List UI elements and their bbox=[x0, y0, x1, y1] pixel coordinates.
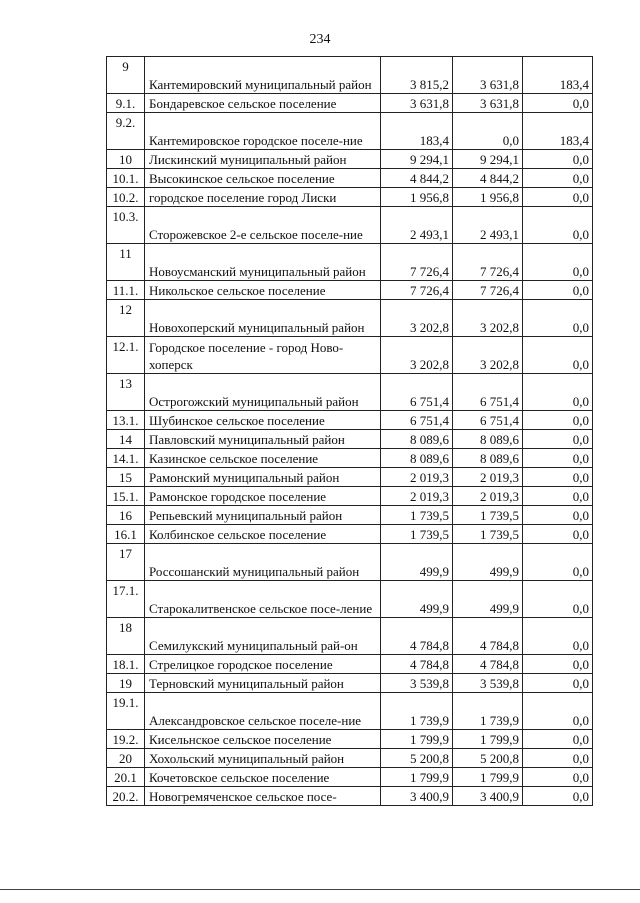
value-total-cell: 183,4 bbox=[381, 113, 453, 150]
page-bottom-rule bbox=[0, 889, 640, 890]
value-second-cell: 499,9 bbox=[453, 581, 523, 618]
value-total-cell: 499,9 bbox=[381, 544, 453, 581]
value-second-cell: 3 631,8 bbox=[453, 57, 523, 94]
table-row bbox=[107, 449, 593, 468]
table-row bbox=[107, 94, 593, 113]
value-third-cell: 0,0 bbox=[523, 244, 593, 281]
value-total-cell: 1 799,9 bbox=[381, 730, 453, 749]
value-second-cell: 7 726,4 bbox=[453, 244, 523, 281]
value-total-cell: 3 202,8 bbox=[381, 337, 453, 374]
value-third-cell: 0,0 bbox=[523, 730, 593, 749]
table-row bbox=[107, 113, 593, 150]
row-number-cell: 10.3. bbox=[107, 207, 145, 244]
table-row bbox=[107, 768, 593, 787]
row-number-cell: 10.2. bbox=[107, 188, 145, 207]
value-second-cell: 1 799,9 bbox=[453, 730, 523, 749]
row-number-cell: 16.1 bbox=[107, 525, 145, 544]
value-second-cell: 1 799,9 bbox=[453, 768, 523, 787]
row-number-cell: 13.1. bbox=[107, 411, 145, 430]
value-second-cell: 3 539,8 bbox=[453, 674, 523, 693]
value-third-cell: 0,0 bbox=[523, 487, 593, 506]
value-total-cell: 1 739,5 bbox=[381, 506, 453, 525]
row-number-cell: 17.1. bbox=[107, 581, 145, 618]
value-third-cell: 0,0 bbox=[523, 655, 593, 674]
value-total-cell: 3 539,8 bbox=[381, 674, 453, 693]
value-second-cell: 3 202,8 bbox=[453, 300, 523, 337]
value-third-cell: 0,0 bbox=[523, 544, 593, 581]
table-row bbox=[107, 618, 593, 655]
value-total-cell: 7 726,4 bbox=[381, 244, 453, 281]
row-number-cell: 9.2. bbox=[107, 113, 145, 150]
table-row bbox=[107, 787, 593, 806]
value-third-cell: 0,0 bbox=[523, 674, 593, 693]
row-number-cell: 19.1. bbox=[107, 693, 145, 730]
row-number-cell: 15.1. bbox=[107, 487, 145, 506]
table-row bbox=[107, 506, 593, 525]
row-number-cell: 15 bbox=[107, 468, 145, 487]
value-second-cell: 3 202,8 bbox=[453, 337, 523, 374]
value-total-cell: 4 784,8 bbox=[381, 655, 453, 674]
value-third-cell: 0,0 bbox=[523, 150, 593, 169]
value-second-cell: 8 089,6 bbox=[453, 430, 523, 449]
table-row bbox=[107, 169, 593, 188]
territory-name-cell: Старокалитвенское сельское посе-ление bbox=[145, 581, 381, 618]
value-total-cell: 5 200,8 bbox=[381, 749, 453, 768]
territory-name-cell: Колбинское сельское поселение bbox=[145, 525, 381, 544]
row-number-cell: 20 bbox=[107, 749, 145, 768]
value-second-cell: 2 493,1 bbox=[453, 207, 523, 244]
value-third-cell: 183,4 bbox=[523, 113, 593, 150]
value-total-cell: 2 019,3 bbox=[381, 487, 453, 506]
territory-name-cell: Кантемировский муниципальный район bbox=[145, 57, 381, 94]
table-row bbox=[107, 674, 593, 693]
territory-name-cell: Сторожевское 2-е сельское поселе-ние bbox=[145, 207, 381, 244]
territory-name-cell: Стрелицкое городское поселение bbox=[145, 655, 381, 674]
value-third-cell: 0,0 bbox=[523, 581, 593, 618]
territory-name-cell: Острогожский муниципальный район bbox=[145, 374, 381, 411]
value-third-cell: 0,0 bbox=[523, 207, 593, 244]
value-second-cell: 4 784,8 bbox=[453, 655, 523, 674]
value-total-cell: 7 726,4 bbox=[381, 281, 453, 300]
value-third-cell: 0,0 bbox=[523, 281, 593, 300]
row-number-cell: 10 bbox=[107, 150, 145, 169]
table-row bbox=[107, 244, 593, 281]
row-number-cell: 14.1. bbox=[107, 449, 145, 468]
value-second-cell: 499,9 bbox=[453, 544, 523, 581]
value-third-cell: 0,0 bbox=[523, 430, 593, 449]
table-row bbox=[107, 655, 593, 674]
territory-name-cell: городское поселение город Лиски bbox=[145, 188, 381, 207]
value-total-cell: 8 089,6 bbox=[381, 449, 453, 468]
value-third-cell: 0,0 bbox=[523, 787, 593, 806]
value-third-cell: 0,0 bbox=[523, 525, 593, 544]
value-second-cell: 3 631,8 bbox=[453, 94, 523, 113]
value-second-cell: 4 844,2 bbox=[453, 169, 523, 188]
territory-name-cell: Новоусманский муниципальный район bbox=[145, 244, 381, 281]
row-number-cell: 12 bbox=[107, 300, 145, 337]
table-row bbox=[107, 207, 593, 244]
row-number-cell: 12.1. bbox=[107, 337, 145, 374]
row-number-cell: 19.2. bbox=[107, 730, 145, 749]
territory-name-cell: Рамонский муниципальный район bbox=[145, 468, 381, 487]
value-third-cell: 0,0 bbox=[523, 749, 593, 768]
territory-name-cell: Новогремяченское сельское посе- bbox=[145, 787, 381, 806]
value-total-cell: 2 019,3 bbox=[381, 468, 453, 487]
value-second-cell: 7 726,4 bbox=[453, 281, 523, 300]
value-total-cell: 4 844,2 bbox=[381, 169, 453, 188]
territory-name-cell: Александровское сельское поселе-ние bbox=[145, 693, 381, 730]
table-row bbox=[107, 525, 593, 544]
table-row bbox=[107, 730, 593, 749]
territory-name-cell: Шубинское сельское поселение bbox=[145, 411, 381, 430]
territory-name-cell: Кисельнское сельское поселение bbox=[145, 730, 381, 749]
row-number-cell: 9 bbox=[107, 57, 145, 94]
row-number-cell: 18 bbox=[107, 618, 145, 655]
value-second-cell: 3 400,9 bbox=[453, 787, 523, 806]
table-row bbox=[107, 487, 593, 506]
row-number-cell: 16 bbox=[107, 506, 145, 525]
value-total-cell: 9 294,1 bbox=[381, 150, 453, 169]
value-total-cell: 6 751,4 bbox=[381, 411, 453, 430]
value-third-cell: 0,0 bbox=[523, 337, 593, 374]
table-body bbox=[107, 57, 593, 806]
value-second-cell: 2 019,3 bbox=[453, 468, 523, 487]
table-row bbox=[107, 300, 593, 337]
table-row bbox=[107, 411, 593, 430]
value-total-cell: 3 815,2 bbox=[381, 57, 453, 94]
row-number-cell: 19 bbox=[107, 674, 145, 693]
value-total-cell: 1 956,8 bbox=[381, 188, 453, 207]
value-second-cell: 8 089,6 bbox=[453, 449, 523, 468]
value-second-cell: 2 019,3 bbox=[453, 487, 523, 506]
row-number-cell: 20.2. bbox=[107, 787, 145, 806]
value-total-cell: 2 493,1 bbox=[381, 207, 453, 244]
row-number-cell: 11.1. bbox=[107, 281, 145, 300]
value-total-cell: 6 751,4 bbox=[381, 374, 453, 411]
territory-name-cell: Бондаревское сельское поселение bbox=[145, 94, 381, 113]
table-row bbox=[107, 581, 593, 618]
territory-name-cell: Павловский муниципальный район bbox=[145, 430, 381, 449]
value-third-cell: 0,0 bbox=[523, 449, 593, 468]
value-third-cell: 0,0 bbox=[523, 374, 593, 411]
territory-name-cell: Кантемировское городское поселе-ние bbox=[145, 113, 381, 150]
value-total-cell: 3 631,8 bbox=[381, 94, 453, 113]
value-third-cell: 0,0 bbox=[523, 411, 593, 430]
value-second-cell: 0,0 bbox=[453, 113, 523, 150]
value-total-cell: 3 400,9 bbox=[381, 787, 453, 806]
value-total-cell: 3 202,8 bbox=[381, 300, 453, 337]
row-number-cell: 18.1. bbox=[107, 655, 145, 674]
territory-name-cell: Терновский муниципальный район bbox=[145, 674, 381, 693]
row-number-cell: 17 bbox=[107, 544, 145, 581]
table-row bbox=[107, 374, 593, 411]
table-row bbox=[107, 281, 593, 300]
territory-name-cell: Рамонское городское поселение bbox=[145, 487, 381, 506]
table-row bbox=[107, 57, 593, 94]
row-number-cell: 13 bbox=[107, 374, 145, 411]
territory-name-cell: Репьевский муниципальный район bbox=[145, 506, 381, 525]
territory-name-cell: Высокинское сельское поселение bbox=[145, 169, 381, 188]
territory-name-cell: Казинское сельское поселение bbox=[145, 449, 381, 468]
value-second-cell: 4 784,8 bbox=[453, 618, 523, 655]
table-row bbox=[107, 430, 593, 449]
value-second-cell: 1 739,9 bbox=[453, 693, 523, 730]
territory-name-cell: Новохоперский муниципальный район bbox=[145, 300, 381, 337]
budget-table bbox=[106, 56, 593, 806]
table-row bbox=[107, 749, 593, 768]
value-total-cell: 4 784,8 bbox=[381, 618, 453, 655]
value-third-cell: 0,0 bbox=[523, 693, 593, 730]
value-second-cell: 1 739,5 bbox=[453, 506, 523, 525]
row-number-cell: 10.1. bbox=[107, 169, 145, 188]
row-number-cell: 20.1 bbox=[107, 768, 145, 787]
value-third-cell: 0,0 bbox=[523, 188, 593, 207]
row-number-cell: 9.1. bbox=[107, 94, 145, 113]
table-row bbox=[107, 693, 593, 730]
territory-name-cell: Семилукский муниципальный рай-он bbox=[145, 618, 381, 655]
row-number-cell: 11 bbox=[107, 244, 145, 281]
territory-name-cell: Городское поселение - город Ново-хоперск bbox=[145, 337, 381, 374]
value-third-cell: 0,0 bbox=[523, 169, 593, 188]
territory-name-cell: Лискинский муниципальный район bbox=[145, 150, 381, 169]
territory-name-cell: Кочетовское сельское поселение bbox=[145, 768, 381, 787]
territory-name-cell: Россошанский муниципальный район bbox=[145, 544, 381, 581]
value-second-cell: 1 956,8 bbox=[453, 188, 523, 207]
page-number: 234 bbox=[309, 32, 331, 47]
territory-name-cell: Хохольский муниципальный район bbox=[145, 749, 381, 768]
value-third-cell: 0,0 bbox=[523, 300, 593, 337]
value-third-cell: 0,0 bbox=[523, 506, 593, 525]
value-second-cell: 9 294,1 bbox=[453, 150, 523, 169]
value-total-cell: 1 739,9 bbox=[381, 693, 453, 730]
value-total-cell: 1 799,9 bbox=[381, 768, 453, 787]
value-total-cell: 8 089,6 bbox=[381, 430, 453, 449]
value-third-cell: 0,0 bbox=[523, 468, 593, 487]
territory-name-cell: Никольское сельское поселение bbox=[145, 281, 381, 300]
value-total-cell: 1 739,5 bbox=[381, 525, 453, 544]
table-row bbox=[107, 150, 593, 169]
value-second-cell: 6 751,4 bbox=[453, 374, 523, 411]
value-second-cell: 5 200,8 bbox=[453, 749, 523, 768]
value-third-cell: 0,0 bbox=[523, 768, 593, 787]
value-second-cell: 6 751,4 bbox=[453, 411, 523, 430]
value-third-cell: 0,0 bbox=[523, 618, 593, 655]
table-row bbox=[107, 544, 593, 581]
table-row bbox=[107, 337, 593, 374]
value-third-cell: 183,4 bbox=[523, 57, 593, 94]
value-third-cell: 0,0 bbox=[523, 94, 593, 113]
table-row bbox=[107, 188, 593, 207]
row-number-cell: 14 bbox=[107, 430, 145, 449]
value-total-cell: 499,9 bbox=[381, 581, 453, 618]
value-second-cell: 1 739,5 bbox=[453, 525, 523, 544]
table-row bbox=[107, 468, 593, 487]
